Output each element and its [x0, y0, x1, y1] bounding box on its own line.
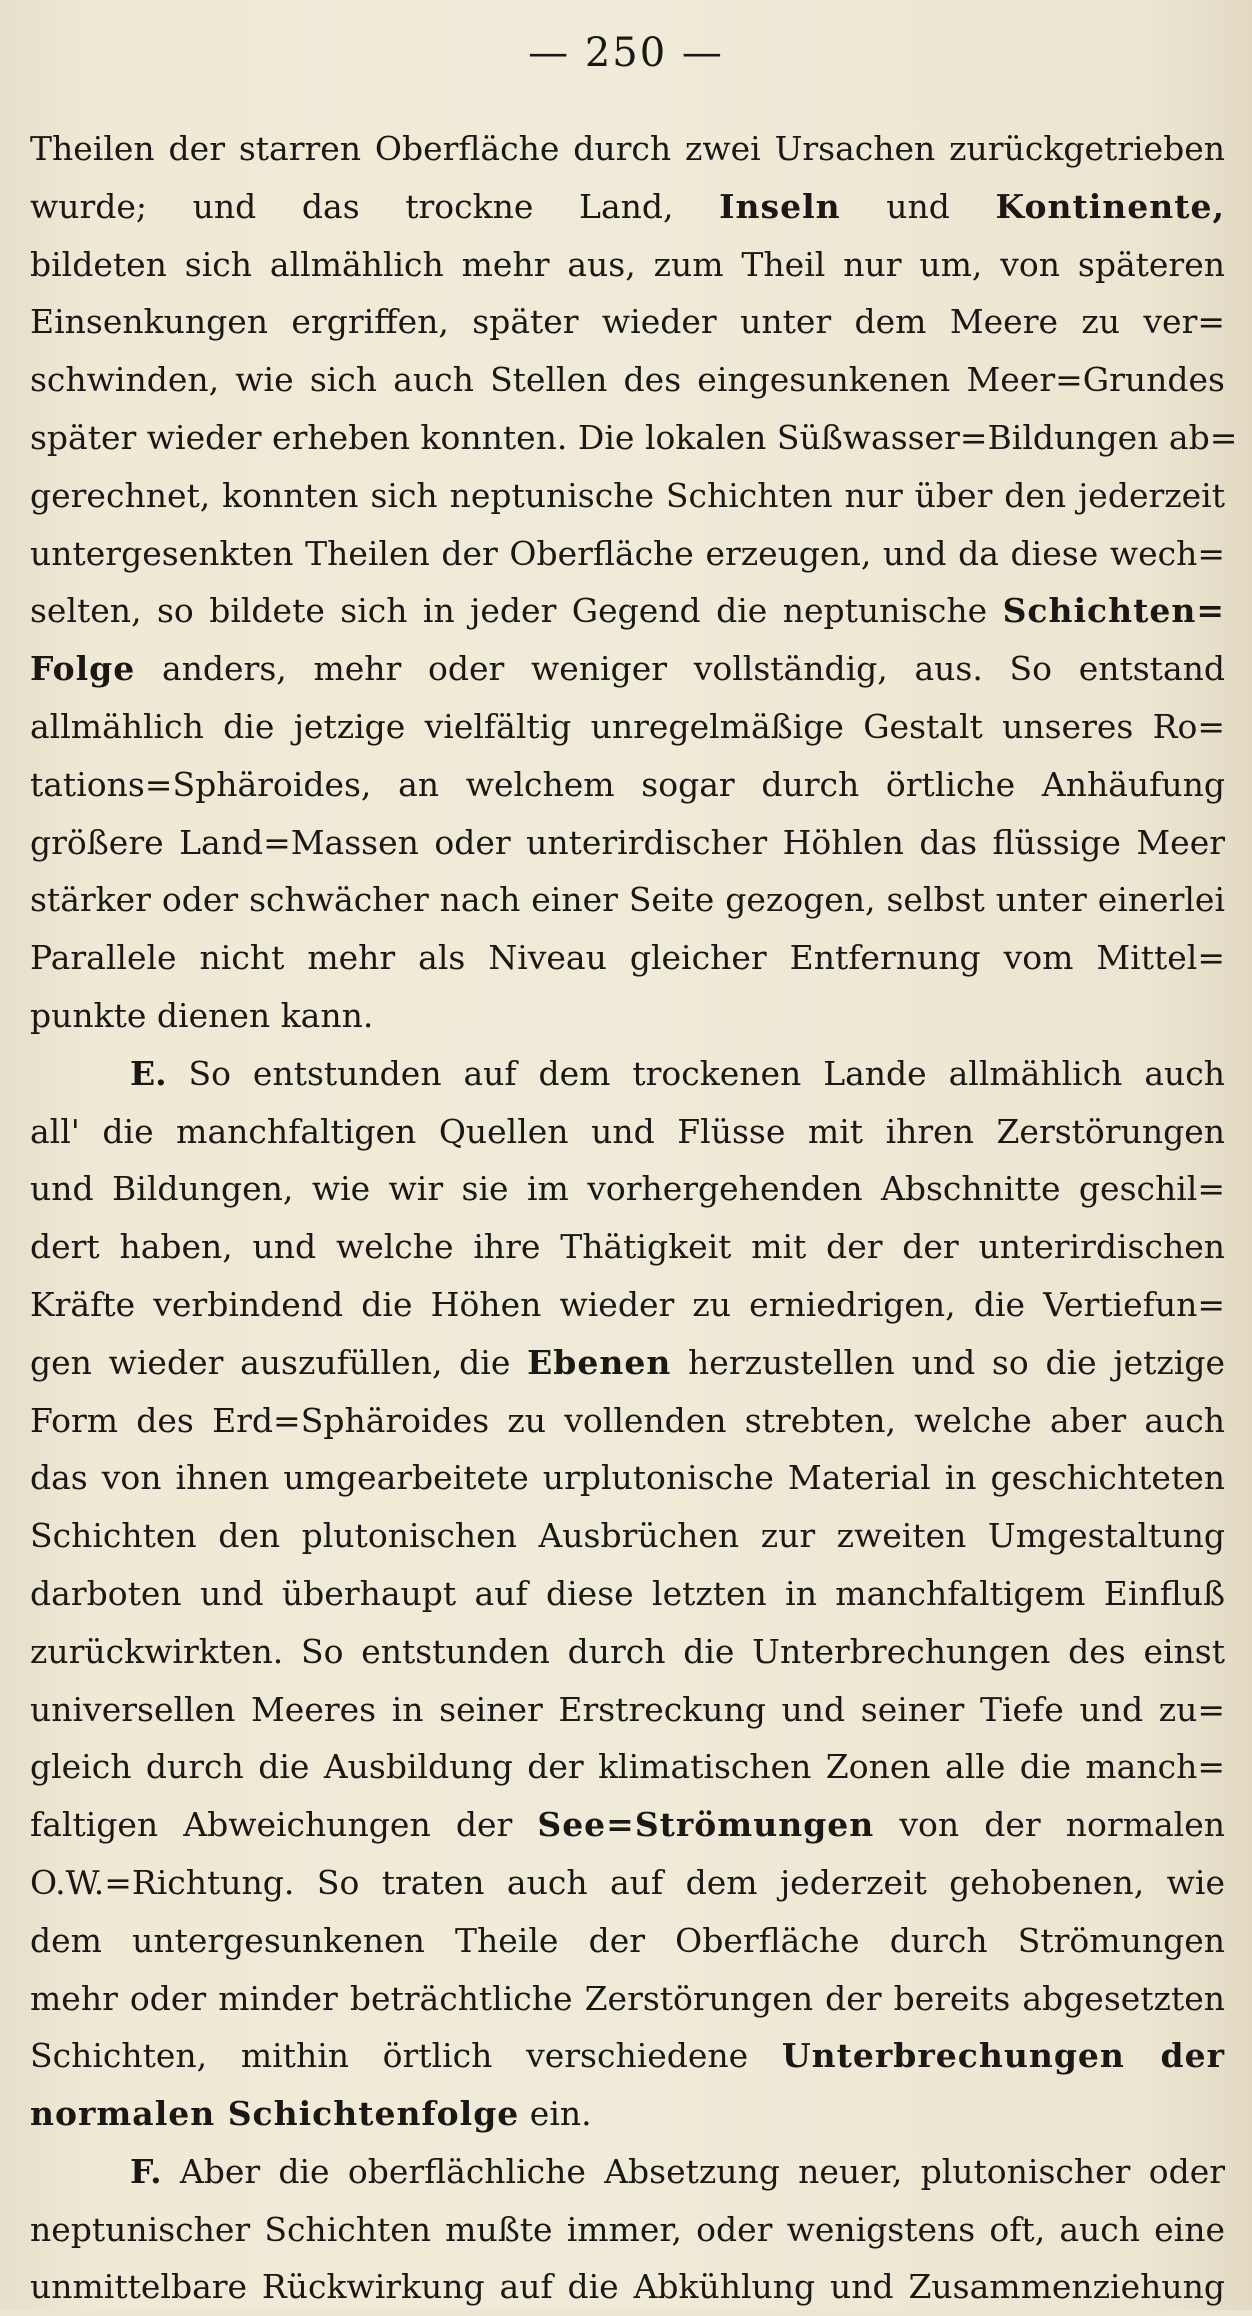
- line-text: unmittelbare Rückwirkung auf die Abkühlung und Zusammenziehung: [30, 2267, 1225, 2307]
- text-line: [30, 1276, 1225, 1334]
- text-line: [30, 1738, 1225, 1796]
- text-line: [30, 1045, 1225, 1103]
- text-line: [30, 1449, 1225, 1507]
- text-line: [30, 1623, 1225, 1681]
- section-label: E.: [130, 1053, 167, 1093]
- line-text: anders, mehr oder weniger vollständig, aus. So entstand: [135, 649, 1225, 689]
- text-line: [30, 2143, 1225, 2201]
- line-text: größere Land=Massen oder unterirdischer Höhlen das flüssige Meer: [30, 822, 1225, 862]
- text-line: [30, 236, 1225, 294]
- line-text: Kräfte verbindend die Höhen wieder zu erniedrigen, die Vertiefun=: [30, 1284, 1225, 1324]
- text-line: [30, 1854, 1225, 1912]
- line-text: Theilen der starren Oberfläche durch zwei Ursachen zurückgetrieben: [30, 129, 1225, 168]
- line-text: gen wieder auszufüllen, die: [30, 1342, 528, 1382]
- line-text: von der normalen: [874, 1805, 1225, 1845]
- emphasized-term: See=Strömungen: [537, 1805, 875, 1845]
- line-text: später wieder erheben konnten. Die lokalen Süßwasser=Bildungen ab=: [30, 417, 1238, 457]
- line-text: allmählich die jetzige vielfältig unregelmäßige Gestalt unseres Ro=: [30, 706, 1225, 746]
- text-line: [30, 1796, 1225, 1854]
- line-text: dem untergesunkenen Theile der Oberfläche durch Strömungen: [30, 1920, 1225, 1960]
- line-text: und: [840, 186, 996, 226]
- line-text: darboten und überhaupt auf diese letzten in manchfaltigem Einfluß: [30, 1573, 1225, 1613]
- text-line: [30, 467, 1225, 525]
- text-line: [30, 293, 1225, 351]
- text-line: [30, 120, 1225, 178]
- line-text: Form des Erd=Sphäroides zu vollenden strebten, welche aber auch: [30, 1400, 1225, 1440]
- text-line: [30, 929, 1225, 987]
- text-line: [30, 756, 1225, 814]
- text-line: [30, 1970, 1225, 2028]
- line-text: und Bildungen, wie wir sie im vorhergehenden Abschnitte geschil=: [30, 1169, 1225, 1209]
- text-line: [30, 1912, 1225, 1970]
- emphasized-term: Kontinente,: [995, 186, 1225, 226]
- line-text: wurde; und das trockne Land,: [30, 186, 720, 226]
- text-line: [30, 814, 1225, 872]
- text-line: [30, 1103, 1225, 1161]
- line-text: faltigen Abweichungen der: [30, 1805, 538, 1845]
- line-text: untergesenkten Theilen der Oberfläche erzeugen, und da diese wech=: [30, 533, 1225, 573]
- text-line: [30, 987, 1225, 1045]
- line-text: Einsenkungen ergriffen, später wieder unter dem Meere zu ver=: [30, 302, 1225, 342]
- body-text: [30, 120, 1238, 2316]
- line-text: herzustellen und so die jetzige: [671, 1342, 1225, 1382]
- line-text: Parallele nicht mehr als Niveau gleicher Entfernung vom Mittel=: [30, 938, 1225, 978]
- line-text: das von ihnen umgearbeitete urplutonische Material in geschichteten: [30, 1458, 1225, 1498]
- text-line: [30, 1218, 1225, 1276]
- text-line: [30, 525, 1225, 583]
- line-text: all' die manchfaltigen Quellen und Flüsse mit ihren Zerstörungen: [30, 1111, 1225, 1151]
- section-label: F.: [130, 2151, 162, 2191]
- text-line: [30, 1392, 1225, 1450]
- line-text: universellen Meeres in seiner Erstreckung und seiner Tiefe und zu=: [30, 1689, 1225, 1729]
- line-text: gerechnet, konnten sich neptunische Schichten nur über den jederzeit: [30, 475, 1225, 515]
- line-text: ein.: [519, 2094, 592, 2134]
- text-line: [30, 2085, 1225, 2143]
- line-text: dert haben, und welche ihre Thätigkeit mit der der unterirdischen: [30, 1227, 1225, 1267]
- line-text: gleich durch die Ausbildung der klimatischen Zonen alle die manch=: [30, 1747, 1225, 1787]
- text-line: [30, 178, 1225, 236]
- text-line: [30, 1681, 1225, 1739]
- line-text: punkte dienen kann.: [30, 995, 374, 1035]
- line-text: Schichten den plutonischen Ausbrüchen zur zweiten Umgestaltung: [30, 1516, 1225, 1556]
- text-line: [30, 2201, 1225, 2259]
- emphasized-term: Schichten=: [1002, 591, 1225, 631]
- line-text: O.W.=Richtung. So traten auch auf dem jederzeit gehobenen, wie: [30, 1862, 1225, 1902]
- text-line: [30, 582, 1225, 640]
- emphasized-term: Unterbrechungen der: [781, 2036, 1225, 2076]
- line-text: mehr oder minder beträchtliche Zerstörungen der bereits abgesetzten: [30, 1978, 1225, 2018]
- text-line: [30, 409, 1238, 467]
- text-line: [30, 2258, 1225, 2316]
- emphasized-term: normalen Schichtenfolge: [30, 2094, 520, 2134]
- text-line: [30, 1565, 1225, 1623]
- text-line: [30, 1160, 1225, 1218]
- line-text: stärker oder schwächer nach einer Seite gezogen, selbst unter einerlei: [30, 880, 1225, 920]
- line-text: Aber die oberflächliche Absetzung neuer, plutonischer oder: [161, 2151, 1225, 2191]
- line-text: bildeten sich allmählich mehr aus, zum Theil nur um, von späteren: [30, 244, 1225, 284]
- emphasized-term: Folge: [30, 649, 136, 689]
- line-text: Schichten, mithin örtlich verschiedene: [30, 2036, 782, 2076]
- emphasized-term: Inseln: [719, 186, 841, 226]
- line-text: neptunischer Schichten mußte immer, oder wenigstens oft, auch eine: [30, 2209, 1225, 2249]
- page-number: — 250 —: [528, 30, 724, 76]
- emphasized-term: Ebenen: [527, 1342, 672, 1382]
- line-text: selten, so bildete sich in jeder Gegend die neptunische: [30, 591, 1003, 631]
- line-text: zurückwirkten. So entstunden durch die Unterbrechungen des einst: [30, 1631, 1225, 1671]
- line-text: tations=Sphäroides, an welchem sogar durch örtliche Anhäufung: [30, 764, 1225, 804]
- text-line: [30, 698, 1225, 756]
- text-line: [30, 640, 1225, 698]
- text-line: [30, 871, 1225, 929]
- line-text: So entstunden auf dem trockenen Lande allmählich auch: [166, 1053, 1225, 1093]
- text-line: [30, 1507, 1225, 1565]
- line-text: schwinden, wie sich auch Stellen des eingesunkenen Meer=Grundes: [30, 360, 1225, 400]
- text-line: [30, 351, 1225, 409]
- text-line: [30, 2027, 1225, 2085]
- text-line: [30, 1334, 1225, 1392]
